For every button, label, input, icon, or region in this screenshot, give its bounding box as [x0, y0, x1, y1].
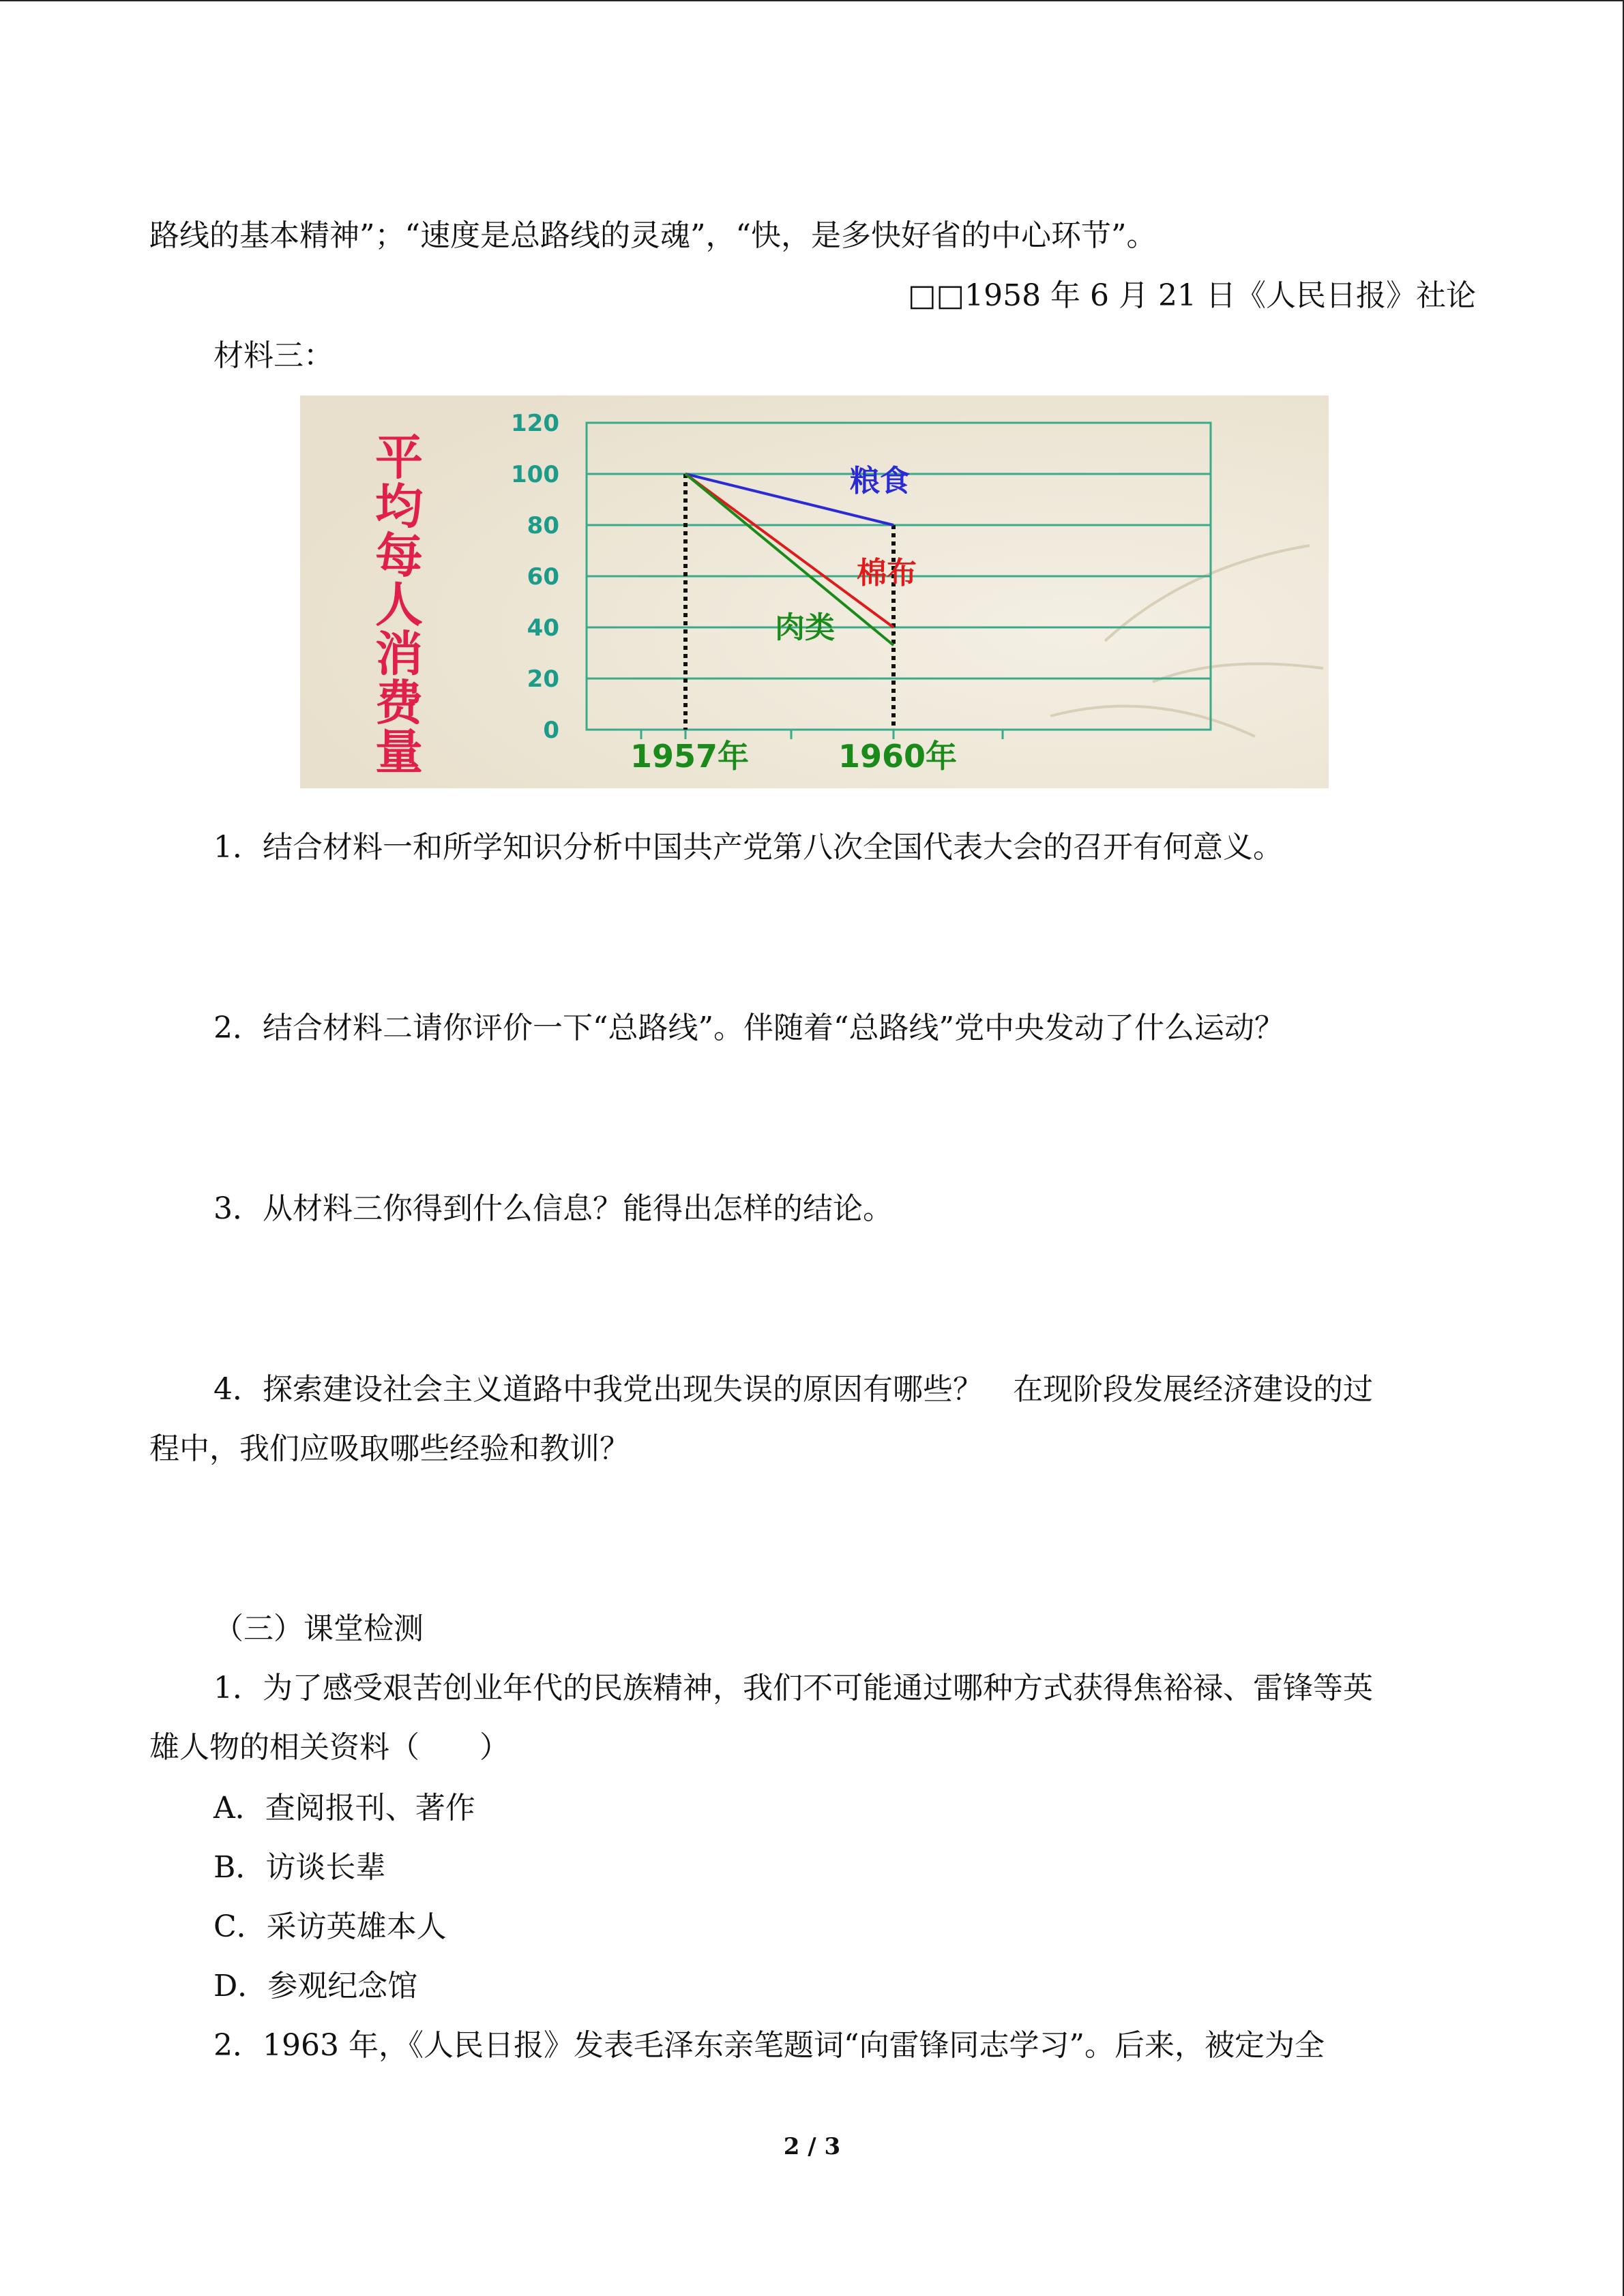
source-citation: □□1958 年 6 月 21 日《人民日报》社论: [907, 278, 1476, 313]
y-tick-label: 40: [527, 614, 559, 642]
option-a: A．查阅报刊、著作: [213, 1791, 475, 1825]
y-axis-label-char: 费: [375, 675, 423, 731]
series-label: 棉布: [857, 556, 917, 591]
option-c: C．采访英雄本人: [213, 1909, 447, 1944]
series-label: 肉类: [775, 610, 835, 645]
test-question-1-line-2: 雄人物的相关资料（ ）: [149, 1730, 510, 1765]
section-heading: （三）课堂检测: [213, 1611, 424, 1646]
x-tick-label: 1960年: [838, 738, 958, 775]
question-4-line-1: 4．探索建设社会主义道路中我党出现失误的原因有哪些？ 在现阶段发展经济建设的过: [213, 1372, 1373, 1407]
material-heading: 材料三：: [213, 338, 334, 373]
page-number: 2 / 3: [783, 2133, 841, 2160]
y-tick-label: 0: [543, 717, 559, 744]
series-label: 粮食: [850, 464, 910, 498]
y-axis-label-char: 人: [375, 577, 423, 633]
chart-svg: [300, 396, 1329, 788]
question-1: 1．结合材料一和所学知识分析中国共产党第八次全国代表大会的召开有何意义。: [213, 830, 1283, 865]
option-d: D．参观纪念馆: [213, 1969, 418, 2003]
test-question-2-line-1: 2．1963 年，《人民日报》发表毛泽东亲笔题词“向雷锋同志学习”。后来，被定为全: [213, 2028, 1325, 2063]
y-tick-label: 120: [511, 410, 559, 437]
y-axis-label-char: 每: [375, 528, 423, 584]
y-axis-label-char: 平: [375, 430, 423, 486]
test-question-1-line-1: 1．为了感受艰苦创业年代的民族精神，我们不可能通过哪种方式获得焦裕禄、雷锋等英: [213, 1671, 1373, 1705]
text-line: 路线的基本精神”；“速度是总路线的灵魂”，“快，是多快好省的中心环节”。: [149, 218, 1157, 253]
option-b: B．访谈长辈: [213, 1850, 386, 1885]
y-axis-label-char: 均: [375, 479, 423, 535]
y-tick-label: 60: [527, 563, 559, 591]
x-tick-label: 1957年: [630, 738, 750, 775]
y-axis-label-char: 量: [375, 724, 423, 780]
y-tick-label: 80: [527, 512, 559, 539]
y-axis-label-char: 消: [375, 626, 423, 682]
y-tick-label: 100: [511, 461, 559, 488]
question-4-line-2: 程中，我们应吸取哪些经验和教训？: [149, 1431, 630, 1466]
question-2: 2．结合材料二请你评价一下“总路线”。伴随着“总路线”党中央发动了什么运动？: [213, 1011, 1284, 1045]
consumption-chart: [300, 396, 1329, 788]
question-3: 3．从材料三你得到什么信息？能得出怎样的结论。: [213, 1191, 893, 1226]
y-tick-label: 20: [527, 666, 559, 693]
